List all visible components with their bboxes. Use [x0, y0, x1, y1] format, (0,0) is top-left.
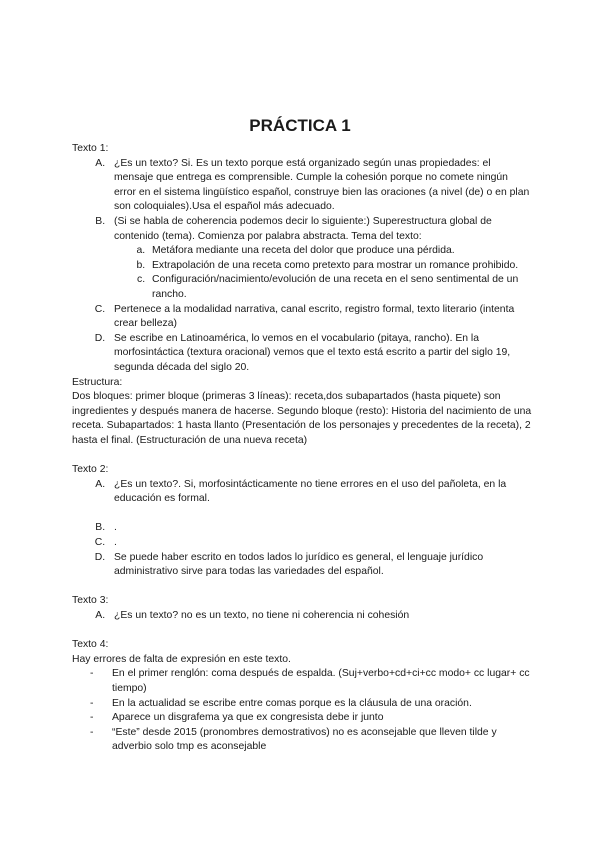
texto4-label: Texto 4: — [72, 639, 109, 651]
texto1-subitem-b: b. Extrapolación de una receta como pretexto para mostrar un romance prohibido. — [148, 259, 532, 274]
estructura-text: Dos bloques: primer bloque (primeras 3 líneas): receta,dos subapartados (hasta piquete) son ingredientes y después manera de hacerse. Segundo bloque (resto): Historia del nacimiento de una receta. Subapartados: 1 hasta llanto (Presentación de los personajes y precedentes de la receta), 2 hasta el final. (Estructuración de una nueva receta) — [72, 391, 532, 446]
texto1-subitem-a: a. Metáfora mediante una receta del dolor que produce una pérdida. — [148, 244, 532, 259]
texto4-item: - En la actualidad se escribe entre comas porque es la cláusula de una oración. — [90, 697, 532, 712]
texto2-item-b: B. . — [108, 521, 532, 536]
texto4-section — [72, 638, 532, 755]
texto2-list-continued — [72, 521, 532, 579]
spacer — [72, 448, 532, 463]
texto4-intro: Hay errores de falta de expresión en este texto. — [72, 653, 291, 665]
texto2-item-c: C. . — [108, 536, 532, 551]
spacer — [72, 507, 532, 522]
texto3-list — [72, 609, 532, 624]
texto1-item-d: D. Se escribe en Latinoamérica, lo vemos en el vocabulario (pitaya, rancho). En la morfosintáctica (textura oracional) vemos que el texto está escrito a partir del siglo 19, segunda década del siglo 20. — [108, 332, 532, 376]
document-body — [72, 142, 532, 755]
texto1-list — [72, 157, 532, 376]
texto4-item: - Aparece un disgrafema ya que ex congresista debe ir junto — [90, 711, 532, 726]
texto1-item-b-text: (Si se habla de coherencia podemos decir lo siguiente:) Superestructura global de contenido (tema). Comienza por palabra abstracta. Tema del texto: — [114, 215, 492, 242]
texto1-subitem-c: c. Configuración/nacimiento/evolución de una receta en el seno sentimental de un rancho. — [148, 273, 532, 302]
spacer — [72, 580, 532, 595]
texto1-sublist — [114, 244, 532, 302]
texto1-item-c: C. Pertenece a la modalidad narrativa, canal escrito, registro formal, texto literario (intenta crear belleza) — [108, 303, 532, 332]
page-title: PRÁCTICA 1 — [249, 116, 351, 135]
texto3-section — [72, 594, 532, 623]
spacer — [72, 624, 532, 639]
texto3-item-a: A. ¿Es un texto? no es un texto, no tiene ni coherencia ni cohesión — [108, 609, 532, 624]
texto1-section — [72, 142, 532, 448]
texto4-list — [72, 667, 532, 755]
texto1-item-a: A. ¿Es un texto? Si. Es un texto porque está organizado según unas propiedades: el mensaje que entrega es comprensible. Cumple la cohesión porque no comete ningún error en el sistema lingüístico español, construye bien las oraciones (a nivel (de) o en plan son coloquiales).Usa el español más adecuado. — [108, 157, 532, 215]
texto4-item: - En el primer renglón: coma después de espalda. (Suj+verbo+cd+ci+cc modo+ cc lugar+ cc tiempo) — [90, 667, 532, 696]
estructura-label: Estructura: — [72, 376, 123, 388]
texto4-item: - “Este” desde 2015 (pronombres demostrativos) no es aconsejable que lleven tilde y adverbio solo tmp es aconsejable — [90, 726, 532, 755]
texto2-list — [72, 478, 532, 507]
texto2-label: Texto 2: — [72, 464, 109, 476]
texto2-item-a: A. ¿Es un texto?. Si, morfosintácticamente no tiene errores en el uso del pañoleta, en la educación es formal. — [108, 478, 532, 507]
texto2-section — [72, 463, 532, 580]
texto1-item-b — [108, 215, 532, 303]
texto3-label: Texto 3: — [72, 595, 109, 607]
texto1-label: Texto 1: — [72, 143, 109, 154]
texto2-item-d: D. Se puede haber escrito en todos lados lo jurídico es general, el lenguaje jurídico administrativo sirve para todas las variedades del español. — [108, 551, 532, 580]
